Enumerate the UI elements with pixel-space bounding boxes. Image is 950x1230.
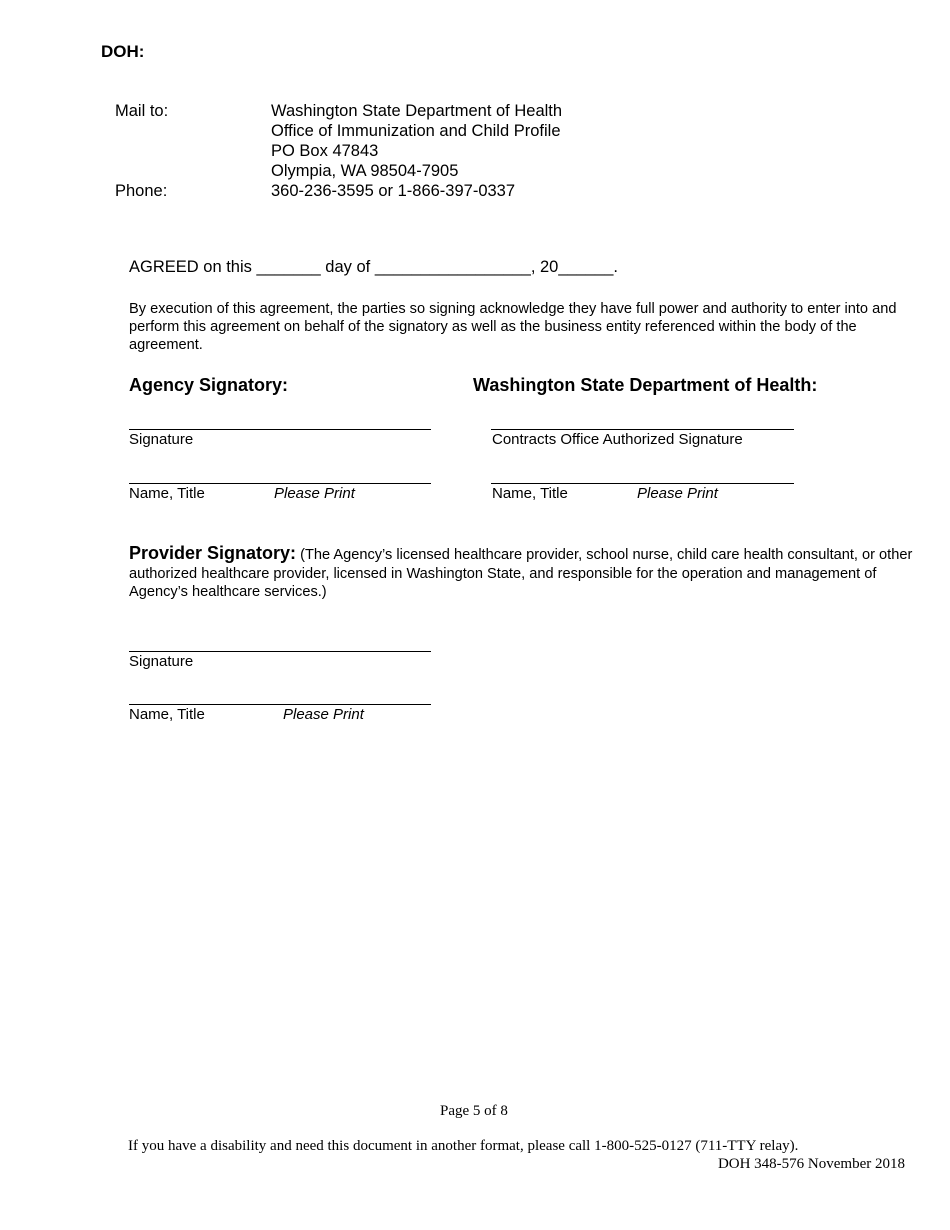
agency-name-title-label: Name, Title — [129, 485, 205, 502]
doh-please-print: Please Print — [637, 485, 718, 502]
doh-signatory-heading: Washington State Department of Health: — [473, 375, 818, 395]
address-line-4: Olympia, WA 98504-7905 — [271, 162, 459, 180]
agency-name-title-line[interactable] — [129, 483, 431, 484]
agency-signature-line[interactable] — [129, 429, 431, 430]
provider-name-title-label: Name, Title — [129, 706, 205, 723]
provider-signatory-block — [129, 544, 919, 602]
provider-please-print: Please Print — [283, 706, 364, 723]
accessibility-notice: If you have a disability and need this document in another format, please call 1-800-525-0127 (711-TTY relay). — [128, 1138, 799, 1154]
agreed-date-line: AGREED on this _______ day of _________________, 20______. — [129, 258, 618, 276]
provider-name-title-line[interactable] — [129, 704, 431, 705]
agency-signature-label: Signature — [129, 431, 194, 448]
address-line-1: Washington State Department of Health — [271, 102, 563, 120]
doh-name-title-label: Name, Title — [492, 485, 568, 502]
form-id: DOH 348-576 November 2018 — [717, 1156, 905, 1172]
doh-name-title-line[interactable] — [491, 483, 794, 484]
address-line-3: PO Box 47843 — [271, 142, 379, 160]
page-title: DOH: — [101, 42, 145, 61]
address-line-2: Office of Immunization and Child Profile — [271, 122, 561, 140]
agency-signatory-heading: Agency Signatory: — [129, 375, 289, 395]
phone-label: Phone: — [115, 182, 168, 200]
phone-value: 360-236-3595 or 1-866-397-0337 — [271, 182, 516, 200]
mail-to-label: Mail to: — [115, 102, 169, 120]
provider-signature-label: Signature — [129, 653, 194, 670]
provider-signatory-description: (The Agency’s licensed healthcare provider, school nurse, child care health consultant, or other authorized healthcare provider, licensed in Washington State, and responsible for the operation and management of Agency’s healthcare services.) — [129, 547, 913, 600]
agency-please-print: Please Print — [274, 485, 355, 502]
doh-signature-label: Contracts Office Authorized Signature — [492, 431, 743, 448]
provider-signature-line[interactable] — [129, 651, 431, 652]
authority-paragraph: By execution of this agreement, the parties so signing acknowledge they have full power and authority to enter into and perform this agreement on behalf of the signatory as well as the business entity referenced within the body of the agreement. — [129, 301, 897, 353]
provider-signatory-heading: Provider Signatory: — [129, 543, 297, 563]
doh-signature-line[interactable] — [491, 429, 794, 430]
page-number: Page 5 of 8 — [440, 1103, 508, 1119]
